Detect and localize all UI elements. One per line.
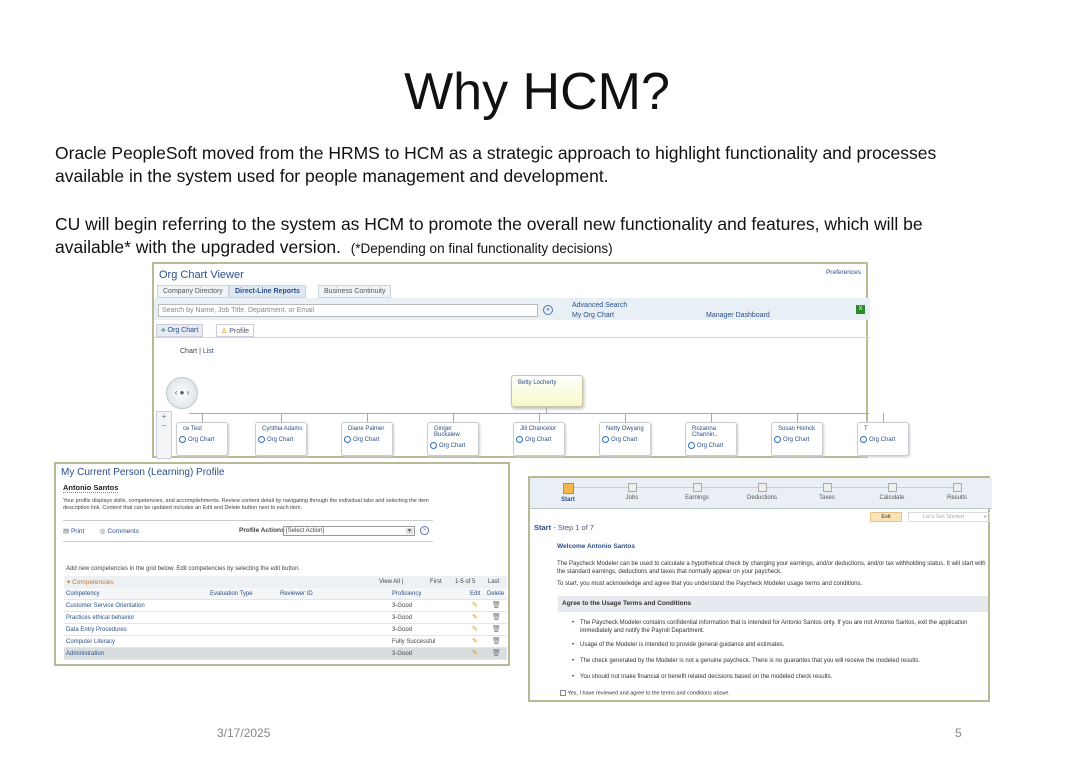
my-org-chart-link[interactable]: My Org Chart bbox=[572, 312, 615, 319]
selected-action: [Select Action] bbox=[286, 528, 325, 534]
org-chart-label: Org Chart bbox=[267, 437, 294, 444]
connector bbox=[367, 413, 368, 422]
delete-icon[interactable]: 🗑 bbox=[492, 614, 501, 621]
competency-link[interactable]: Computer Literacy bbox=[66, 639, 116, 645]
column-header-row bbox=[64, 588, 507, 600]
report-node[interactable] bbox=[857, 422, 909, 456]
divider bbox=[63, 520, 433, 521]
terms-bullet: • You should not make financial or benefit related decisions based on the modeled check results. bbox=[580, 673, 980, 681]
org-chart-link[interactable] bbox=[516, 436, 564, 443]
expand-icon bbox=[516, 436, 523, 443]
edit-icon[interactable]: ✎ bbox=[472, 638, 478, 645]
org-chart-label: Org Chart bbox=[869, 437, 896, 444]
grid-header bbox=[64, 576, 507, 588]
step-box-icon bbox=[823, 483, 832, 492]
exit-button[interactable]: Exit bbox=[870, 512, 902, 522]
grid-title[interactable]: ▾ Competencies bbox=[67, 579, 114, 586]
go-icon[interactable]: » bbox=[420, 526, 429, 535]
step-label: Deductions bbox=[746, 495, 778, 501]
proficiency: 3-Good bbox=[392, 627, 413, 633]
terms-bullet: • Usage of the Modeler is intended to provide general guidance and estimates. bbox=[580, 641, 980, 649]
proficiency: 3-Good bbox=[392, 615, 413, 621]
delete-icon[interactable]: 🗑 bbox=[492, 650, 501, 657]
person-icon: ♙ bbox=[221, 328, 228, 335]
report-node[interactable] bbox=[427, 422, 479, 456]
paycheck-modeler-screenshot bbox=[528, 476, 990, 702]
col-edit: Edit bbox=[470, 591, 481, 597]
pan-control[interactable]: ‹ ● › bbox=[166, 377, 198, 409]
step-label: Earnings bbox=[685, 495, 709, 501]
expand-icon bbox=[179, 436, 186, 443]
last-link[interactable]: Last bbox=[488, 579, 500, 585]
subtab-org-chart[interactable] bbox=[156, 324, 203, 337]
edit-icon[interactable]: ✎ bbox=[472, 602, 478, 609]
view-toggle bbox=[180, 348, 214, 355]
expand-icon bbox=[344, 436, 351, 443]
org-chart-label: Org Chart bbox=[783, 437, 810, 444]
learning-profile-screenshot bbox=[54, 462, 510, 666]
col-delete: Delete bbox=[487, 591, 505, 597]
tab-direct-line-reports[interactable]: Direct-Line Reports bbox=[229, 285, 306, 298]
step-label: Taxes bbox=[819, 495, 835, 501]
profile-actions-label: Profile Actions bbox=[239, 527, 285, 534]
step-label: Start bbox=[561, 497, 575, 503]
step-earnings[interactable] bbox=[667, 481, 727, 501]
org-chart-label: Org Chart bbox=[525, 437, 552, 444]
report-node[interactable] bbox=[771, 422, 823, 456]
tab-company-directory[interactable]: Company Directory bbox=[157, 285, 229, 298]
profile-description: Your profile displays skills, competencies, and accomplishments. Review content detail by navigating through the individual tabs and selecting the item description link. Content that can be updated includes an Edit and Delete button next to each item. bbox=[63, 498, 429, 511]
excel-export-icon[interactable]: X bbox=[856, 305, 865, 314]
connector bbox=[281, 413, 282, 422]
terms-bullet: • The Paycheck Modeler contains confidential information that is intended for Antonio Santos only. If you are not Antonio Santos, exit the application immediately and notify the Payroll Department. bbox=[580, 619, 980, 635]
col-evaluation-type[interactable]: Evaluation Type bbox=[210, 591, 253, 597]
terms-header: Agree to the Usage Terms and Conditions bbox=[558, 596, 988, 612]
cu-paragraph bbox=[55, 213, 995, 260]
connector bbox=[883, 413, 884, 422]
grid-title-label: Competencies bbox=[72, 579, 114, 586]
preferences-link[interactable]: Preferences bbox=[825, 269, 861, 276]
step-count: - Step 1 of 7 bbox=[553, 523, 595, 532]
proficiency: 3-Good bbox=[392, 651, 413, 657]
expand-icon bbox=[860, 436, 867, 443]
table-row bbox=[64, 648, 507, 660]
org-chart-link[interactable] bbox=[430, 442, 478, 449]
step-calculate[interactable] bbox=[862, 481, 922, 501]
connector bbox=[453, 413, 454, 422]
report-name: Cynthia Adams bbox=[262, 426, 303, 432]
col-reviewer-id[interactable]: Reviewer ID bbox=[280, 591, 313, 597]
col-competency[interactable]: Competency bbox=[66, 591, 100, 597]
grid-intro: Add new competencies in the grid below. Edit competencies by selecting the edit button. bbox=[66, 566, 301, 572]
competency-link[interactable]: Administration bbox=[66, 651, 105, 657]
org-chart-icon: ♣ bbox=[161, 327, 166, 334]
step-heading bbox=[534, 523, 594, 532]
expand-icon bbox=[602, 436, 609, 443]
report-node[interactable] bbox=[599, 422, 651, 456]
profile-title: My Current Person (Learning) Profile bbox=[61, 467, 225, 478]
report-name: Susan Hoinck bbox=[778, 426, 816, 432]
delete-icon[interactable]: 🗑 bbox=[492, 638, 501, 645]
page-range: 1-5 of 5 bbox=[455, 579, 476, 585]
report-node[interactable] bbox=[176, 422, 228, 456]
manager-node[interactable]: Betty Locherty bbox=[511, 375, 583, 407]
search-input[interactable]: Search by Name, Job Title, Department, or Email bbox=[158, 304, 538, 317]
org-chart-label: Org Chart bbox=[188, 437, 215, 444]
table-row bbox=[64, 612, 507, 624]
org-chart-link[interactable] bbox=[602, 436, 650, 443]
advanced-search-link[interactable]: Advanced Search bbox=[572, 302, 628, 309]
edit-icon[interactable]: ✎ bbox=[472, 626, 478, 633]
org-chart-link[interactable] bbox=[344, 436, 392, 443]
intro-paragraph: Oracle PeopleSoft moved from the HRMS to HCM as a strategic approach to highlight functionality and processes available in the system used for people management and development. bbox=[55, 143, 937, 186]
chart-view[interactable]: Chart bbox=[180, 348, 198, 355]
connector bbox=[797, 413, 798, 422]
org-chart-link[interactable] bbox=[860, 436, 908, 443]
org-chart-link[interactable] bbox=[179, 436, 227, 443]
print-link[interactable] bbox=[63, 527, 84, 535]
welcome-heading: Welcome Antonio Santos bbox=[557, 543, 636, 550]
org-chart-screenshot bbox=[152, 262, 896, 458]
step-label: Results bbox=[946, 495, 967, 501]
profile-actions-select[interactable] bbox=[283, 526, 415, 536]
step-results[interactable] bbox=[927, 481, 987, 501]
agree-label: Yes, I have reviewed and agree to the terms and conditions above. bbox=[567, 690, 730, 697]
step-box-icon bbox=[953, 483, 962, 492]
comment-icon: ◎ bbox=[100, 528, 106, 535]
org-chart-link[interactable] bbox=[774, 436, 822, 443]
report-name: Ginger Buckalew bbox=[434, 426, 460, 438]
step-jobs[interactable] bbox=[602, 481, 662, 501]
footnote: (*Depending on final functionality decisions) bbox=[350, 241, 613, 256]
step-box-icon bbox=[888, 483, 897, 492]
agree-checkbox[interactable] bbox=[560, 690, 566, 696]
tab-business-continuity[interactable]: Business Continuity bbox=[318, 285, 391, 298]
delete-icon[interactable]: 🗑 bbox=[492, 602, 501, 609]
step-box-icon bbox=[758, 483, 767, 492]
report-name: T bbox=[864, 426, 868, 432]
connector bbox=[539, 413, 540, 422]
expand-icon bbox=[430, 442, 437, 449]
connector bbox=[711, 413, 712, 422]
report-name: Diane Palmer bbox=[348, 426, 385, 432]
comments-link[interactable] bbox=[100, 527, 139, 535]
org-chart-link[interactable] bbox=[688, 442, 736, 449]
connector bbox=[189, 413, 869, 414]
col-proficiency[interactable]: Proficiency bbox=[392, 591, 422, 597]
edit-icon[interactable]: ✎ bbox=[472, 614, 478, 621]
step-box-icon bbox=[628, 483, 637, 492]
step-name: Start bbox=[534, 523, 552, 532]
connector bbox=[202, 413, 203, 422]
step-taxes[interactable] bbox=[797, 481, 857, 501]
lets-get-started-button[interactable] bbox=[908, 512, 990, 522]
table-row bbox=[64, 624, 507, 636]
table-row bbox=[64, 600, 507, 612]
print-label: Print bbox=[70, 528, 85, 535]
step-start[interactable] bbox=[538, 481, 598, 503]
zoom-slider[interactable]: + – bbox=[156, 411, 172, 459]
proficiency: 3-Good bbox=[392, 603, 413, 609]
cu-text: CU will begin referring to the system as HCM to promote the overall new functionality and features, which will be available* with the upgraded version. bbox=[55, 214, 923, 257]
report-name: Jill Chancelor bbox=[520, 426, 557, 432]
step-box-icon bbox=[563, 483, 574, 494]
org-chart-title: Org Chart Viewer bbox=[159, 269, 244, 281]
org-chart-label: Org Chart bbox=[697, 443, 724, 450]
org-chart-label: Org Chart bbox=[611, 437, 638, 444]
lets-get-started-label: Let's Get Started bbox=[923, 514, 965, 520]
subtab-org-chart-label: Org Chart bbox=[167, 327, 199, 334]
person-name: Antonio Santos bbox=[63, 483, 119, 492]
divider bbox=[63, 541, 433, 542]
org-chart-label: Org Chart bbox=[439, 443, 466, 450]
search-go-icon[interactable]: » bbox=[543, 305, 553, 315]
manager-dashboard-link[interactable]: Manager Dashboard bbox=[706, 312, 770, 319]
competency-link[interactable]: Practices ethical behavior bbox=[66, 615, 135, 621]
report-name: Rozanna Channin.. bbox=[692, 426, 718, 438]
table-row bbox=[64, 636, 507, 648]
slide-number: 5 bbox=[955, 726, 962, 740]
printer-icon: ▤ bbox=[63, 528, 70, 535]
chevron-right-icon: ▸ bbox=[984, 514, 987, 520]
report-node[interactable] bbox=[513, 422, 565, 456]
step-box-icon bbox=[693, 483, 702, 492]
list-view-link[interactable]: List bbox=[202, 348, 214, 355]
connector bbox=[625, 413, 626, 422]
separator: | bbox=[199, 348, 201, 355]
step-deductions[interactable] bbox=[732, 481, 792, 501]
competency-link[interactable]: Customer Service Orientation bbox=[66, 603, 145, 609]
step-label: Jobs bbox=[625, 495, 639, 501]
view-all-link[interactable]: View All | bbox=[379, 579, 404, 585]
subtab-profile-label: Profile bbox=[229, 328, 250, 335]
slide-title: Why HCM? bbox=[404, 63, 670, 121]
report-node[interactable] bbox=[341, 422, 393, 456]
subtab-profile[interactable] bbox=[216, 324, 254, 337]
edit-icon[interactable]: ✎ bbox=[472, 650, 478, 657]
report-node[interactable] bbox=[255, 422, 307, 456]
report-name: Netty Owyang bbox=[606, 426, 644, 432]
proficiency: Fully Successful bbox=[392, 639, 436, 645]
acknowledge-text: To start, you must acknowledge and agree that you understand the Paycheck Modeler usage terms and conditions. bbox=[557, 581, 863, 587]
chevron-down-icon: ▼ bbox=[407, 528, 412, 534]
expand-icon bbox=[258, 436, 265, 443]
intro-text: The Paycheck Modeler can be used to calculate a hypothetical check by changing your earnings, and/or deductions, and/or tax withholding status. It will start with the standard earnings, deductions and taxes that normally appear on your paycheck. bbox=[557, 561, 986, 575]
delete-icon[interactable]: 🗑 bbox=[492, 626, 501, 633]
expand-icon bbox=[774, 436, 781, 443]
step-label: Calculate bbox=[879, 495, 905, 501]
org-chart-label: Org Chart bbox=[353, 437, 380, 444]
agree-checkbox-row[interactable] bbox=[560, 690, 730, 696]
expand-icon bbox=[688, 442, 695, 449]
slide-date: 3/17/2025 bbox=[217, 726, 271, 740]
org-chart-link[interactable] bbox=[258, 436, 306, 443]
report-node[interactable] bbox=[685, 422, 737, 456]
competency-link[interactable]: Data Entry Procedures bbox=[66, 627, 127, 633]
terms-bullet: • The check generated by the Modeler is not a genuine paycheck. There is no guarantes that you will receive the modeled results. bbox=[580, 657, 980, 665]
first-link[interactable]: First bbox=[430, 579, 442, 585]
report-name: ce Test bbox=[183, 426, 202, 432]
divider bbox=[154, 337, 870, 338]
comments-label: Comments bbox=[107, 528, 139, 535]
